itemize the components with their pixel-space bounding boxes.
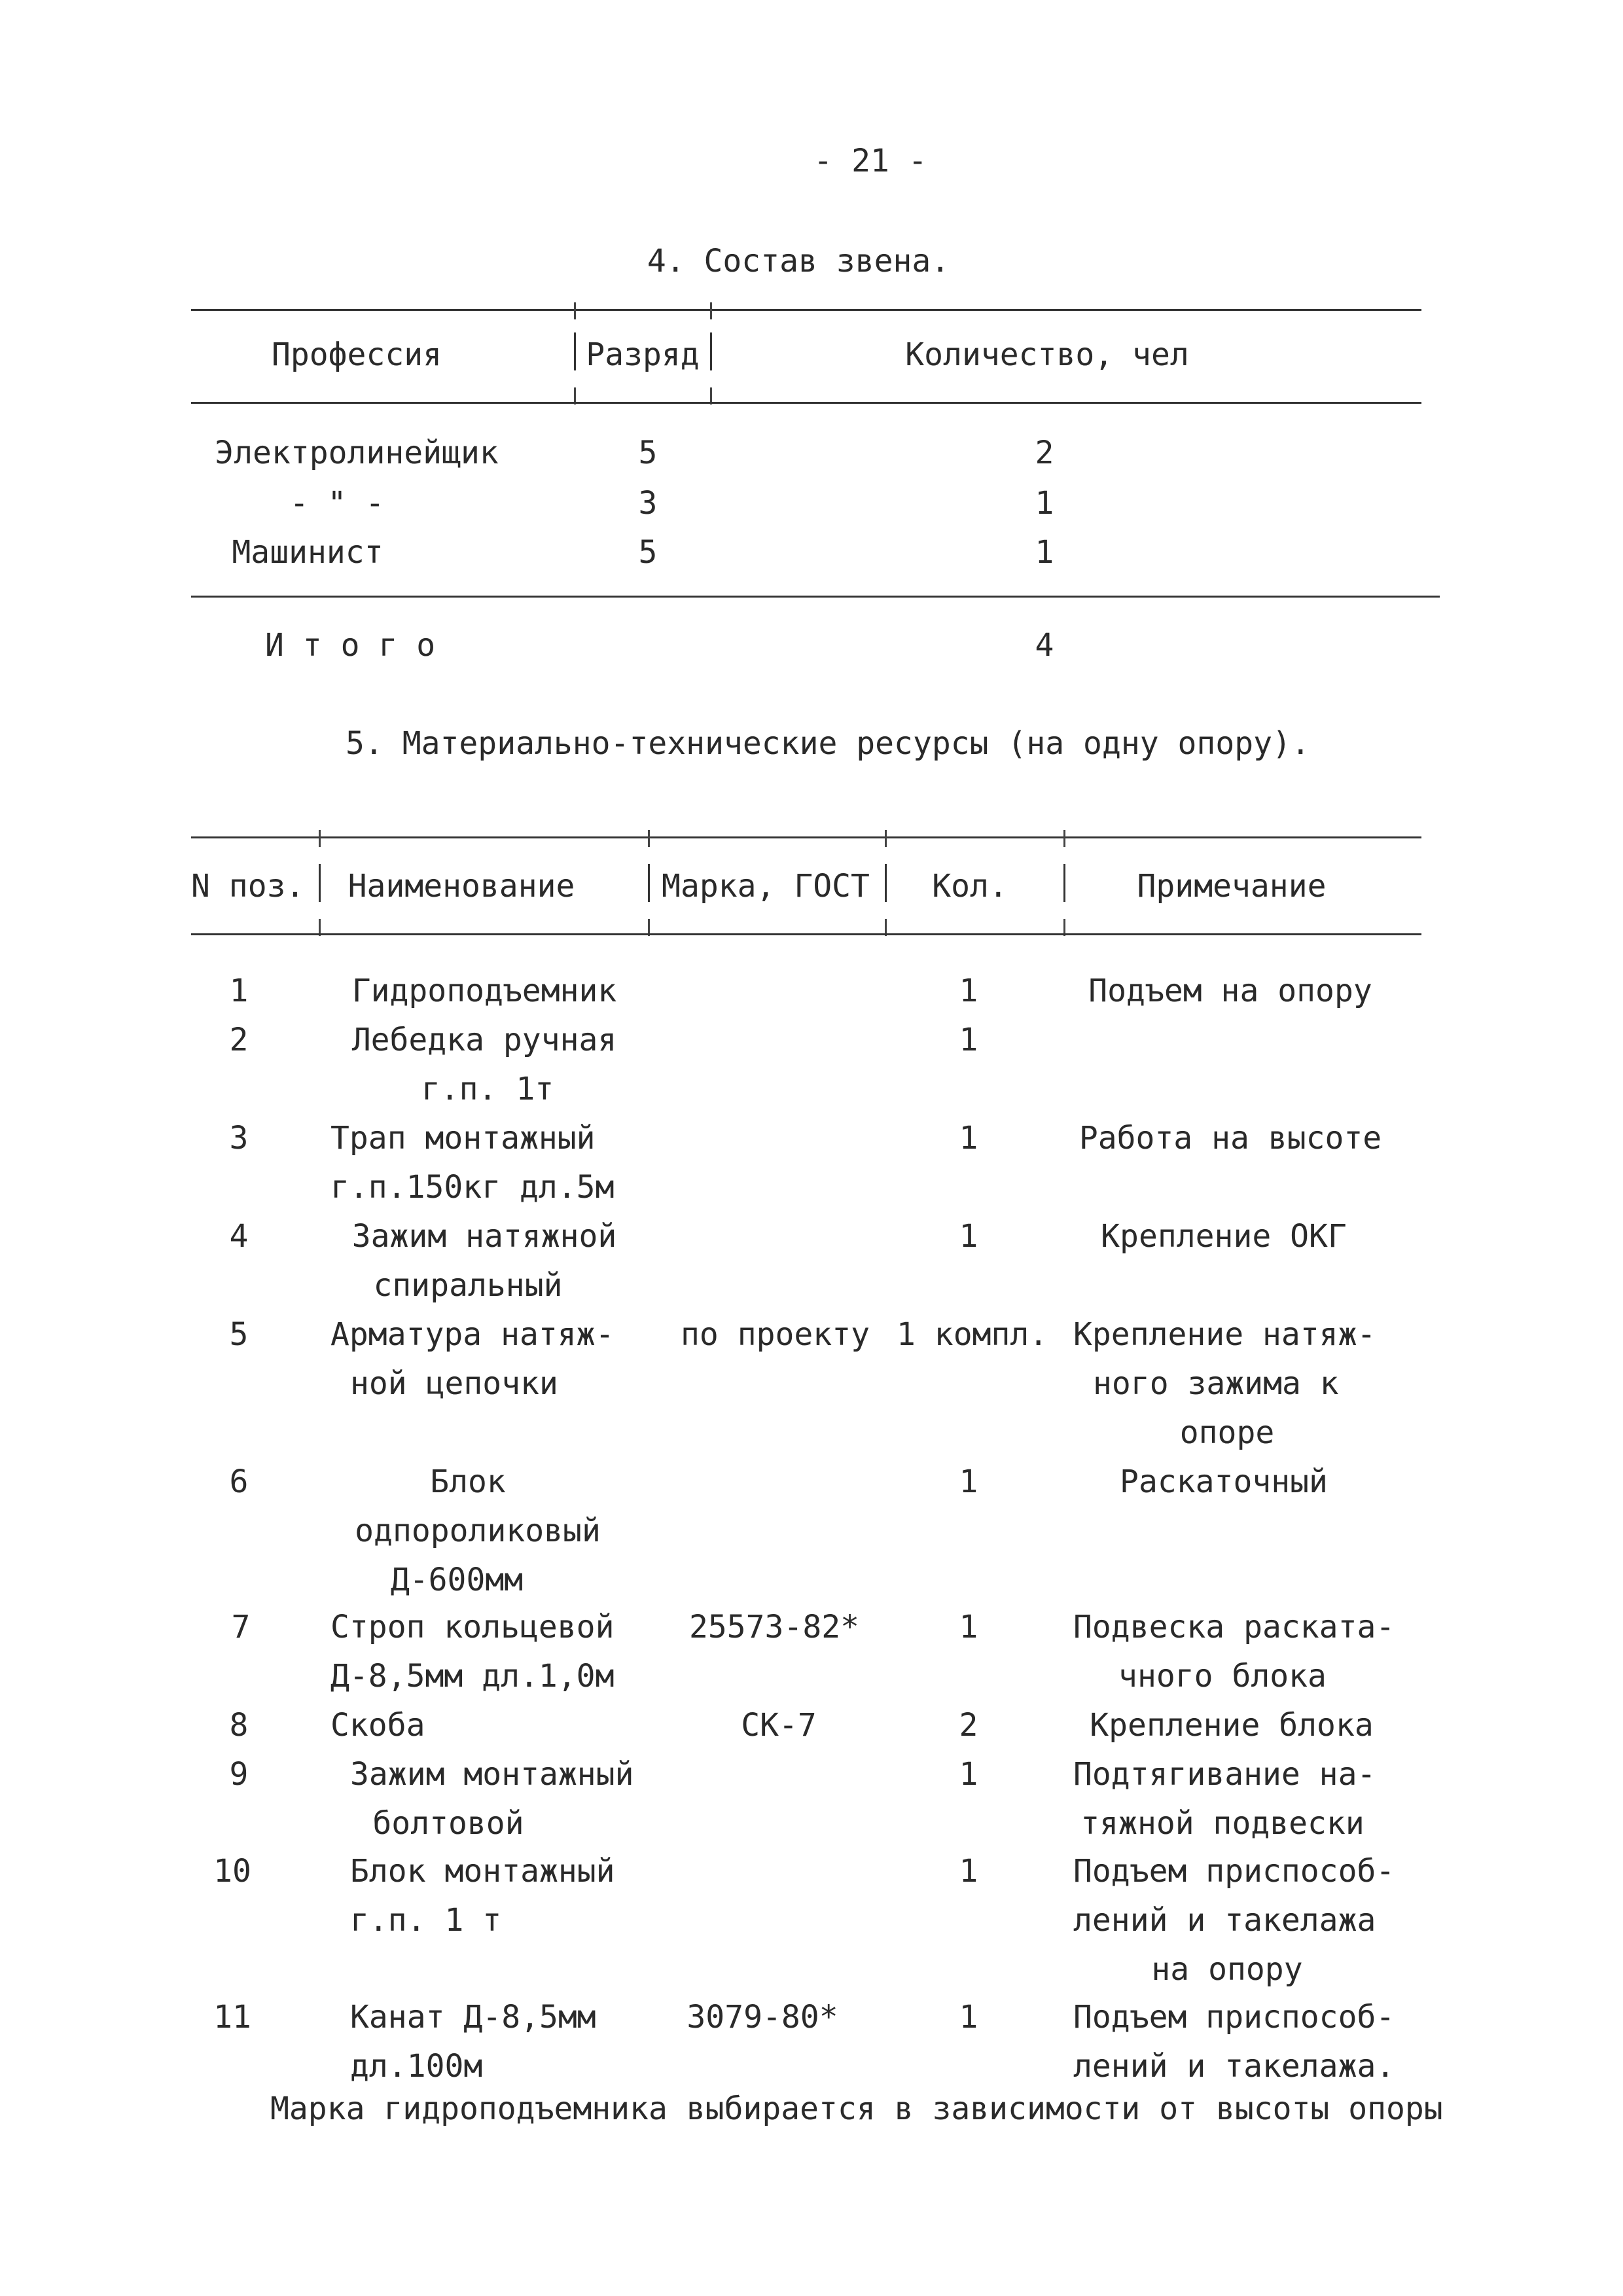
table2-row-note: Подъем приспособ- xyxy=(1073,1853,1395,1890)
section4-title: 4. Состав звена. xyxy=(647,243,950,279)
table2-header-num: N поз. xyxy=(191,868,305,905)
table2-row-qty: 1 xyxy=(959,1756,978,1793)
table1-total-value: 4 xyxy=(1035,627,1054,664)
table2-divider-tick xyxy=(885,830,887,847)
table2-row-mark: 25573-82* xyxy=(688,1609,860,1645)
table1-header-rule xyxy=(191,402,1421,404)
table2-header-divider xyxy=(885,864,887,902)
table2-row-qty: 1 xyxy=(959,973,978,1009)
table2-row-qty: 2 xyxy=(959,1707,978,1744)
table2-row-note: Крепление натяж- xyxy=(1073,1316,1376,1353)
table2-header-divider xyxy=(1063,864,1065,902)
table2-row-note: Раскаточный xyxy=(1120,1463,1328,1500)
table1-top-rule xyxy=(191,309,1421,311)
table2-row-name: Зажим монтажный xyxy=(350,1756,634,1793)
table2-row-name: Зажим натяжной xyxy=(351,1218,617,1255)
table2-row-note: ного зажима к xyxy=(1093,1365,1339,1402)
table1-row-quantity: 1 xyxy=(1035,485,1054,522)
table2-row-note: Подвеска раската- xyxy=(1073,1609,1395,1645)
table2-row-note: тяжной подвески xyxy=(1080,1805,1364,1842)
table2-row-note: Подтягивание на- xyxy=(1073,1756,1376,1793)
table1-row-quantity: 2 xyxy=(1035,435,1054,471)
table1-row-grade: 5 xyxy=(638,435,658,471)
table1-row-quantity: 1 xyxy=(1035,534,1054,571)
table2-row-note: на опору xyxy=(1151,1951,1303,1988)
table2-row-name: ной цепочки xyxy=(350,1365,558,1402)
table1-row-profession: - " - xyxy=(289,485,385,522)
table1-divider-tick xyxy=(574,302,576,319)
table2-row-qty: 1 xyxy=(959,1463,978,1500)
table2-header-divider xyxy=(319,864,321,902)
table1-row-profession: Машинист xyxy=(232,534,383,571)
table2-row-name: Лебедка ручная xyxy=(351,1022,617,1058)
table2-top-rule xyxy=(191,836,1421,838)
table2-row-name: спиральный xyxy=(373,1267,563,1304)
table2-row-num: 6 xyxy=(229,1463,249,1500)
table1-header-profession: Профессия xyxy=(271,336,442,373)
table2-row-name: дл.100м xyxy=(350,2048,483,2085)
table2-row-name: Арматура натяж- xyxy=(330,1316,615,1353)
table2-row-note: лений и такелажа xyxy=(1073,1902,1376,1939)
table1-row-profession: Электролинейщик xyxy=(215,435,499,471)
table2-row-num: 11 xyxy=(213,1999,251,2036)
table1-bottom-rule xyxy=(191,596,1440,598)
table2-row-name: Блок xyxy=(430,1463,506,1500)
table2-divider-tick xyxy=(319,830,321,847)
table2-row-name: Скоба xyxy=(330,1707,425,1744)
table2-row-qty: 1 xyxy=(959,1120,978,1157)
table2-row-num: 3 xyxy=(229,1120,249,1157)
table2-row-num: 9 xyxy=(229,1756,249,1793)
table2-row-name: г.п.150кг дл.5м xyxy=(330,1169,615,1206)
table2-header-note: Примечание xyxy=(1137,868,1327,905)
table2-row-name: Д-600мм xyxy=(390,1562,524,1598)
table2-row-mark: по проекту xyxy=(681,1316,870,1353)
table2-row-note: Подъем на опору xyxy=(1088,973,1372,1009)
table2-row-name: Строп кольцевой xyxy=(330,1609,615,1645)
table2-row-note: лений и такелажа. xyxy=(1073,2048,1395,2085)
table2-header-qty: Кол. xyxy=(932,868,1008,905)
table2-row-qty: 1 xyxy=(959,1609,978,1645)
table2-row-num: 1 xyxy=(229,973,249,1009)
table2-row-note: Работа на высоте xyxy=(1079,1120,1382,1157)
table2-row-note: Крепление ОКГ xyxy=(1101,1218,1347,1255)
table2-row-note: опоре xyxy=(1179,1414,1275,1451)
table2-row-qty: 1 компл. xyxy=(897,1316,1048,1353)
table1-total-label: И т о г о xyxy=(265,627,436,664)
table1-header-divider xyxy=(710,332,712,370)
table2-row-name: Д-8,5мм дл.1,0м xyxy=(330,1658,615,1695)
table2-divider-tick xyxy=(648,830,650,847)
table1-header-quantity: Количество, чел xyxy=(905,336,1189,373)
table2-row-name: болтовой xyxy=(372,1805,524,1842)
table2-row-name: Гидроподъемник xyxy=(351,973,617,1009)
table2-row-num: 4 xyxy=(229,1218,249,1255)
table2-row-note: Подъем приспособ- xyxy=(1073,1999,1395,2036)
table2-row-qty: 1 xyxy=(959,1218,978,1255)
table2-header-name: Наименование xyxy=(348,868,575,905)
table2-divider-tick xyxy=(1063,830,1065,847)
table2-row-mark: СК-7 xyxy=(741,1707,817,1744)
section5-title: 5. Материально-технические ресурсы (на одну опору). xyxy=(346,725,1310,762)
table1-divider-tick xyxy=(710,302,712,319)
page-number: - 21 - xyxy=(813,143,927,179)
table2-row-note: чного блока xyxy=(1118,1658,1327,1695)
table1-row-grade: 3 xyxy=(638,485,658,522)
table2-row-name: Блок монтажный xyxy=(350,1853,615,1890)
table2-row-num: 2 xyxy=(229,1022,249,1058)
table2-header-rule xyxy=(191,933,1421,935)
table2-row-num: 8 xyxy=(229,1707,249,1744)
table2-row-num: 10 xyxy=(213,1853,251,1890)
table2-row-num: 7 xyxy=(231,1609,251,1645)
table2-row-num: 5 xyxy=(229,1316,249,1353)
table2-row-name: Канат Д-8,5мм xyxy=(350,1999,596,2036)
table1-header-grade: Разряд xyxy=(586,336,700,373)
table2-row-qty: 1 xyxy=(959,1999,978,2036)
table2-header-divider xyxy=(648,864,650,902)
table2-row-qty: 1 xyxy=(959,1022,978,1058)
table2-row-mark: 3079-80* xyxy=(687,1999,838,2036)
table2-row-qty: 1 xyxy=(959,1853,978,1890)
table1-row-grade: 5 xyxy=(638,534,658,571)
table2-row-name: г.п. 1т xyxy=(421,1071,554,1107)
table1-header-divider xyxy=(574,332,576,370)
table2-row-name: г.п. 1 т xyxy=(350,1902,502,1939)
table2-row-note: Крепление блока xyxy=(1090,1707,1374,1744)
table2-row-name: Трап монтажный xyxy=(330,1120,596,1157)
footnote: Марка гидроподъемника выбирается в зависимости от высоты опоры xyxy=(270,2090,1443,2127)
table2-header-mark: Марка, ГОСТ xyxy=(662,868,870,905)
table2-row-name: одпороликовый xyxy=(355,1513,601,1549)
